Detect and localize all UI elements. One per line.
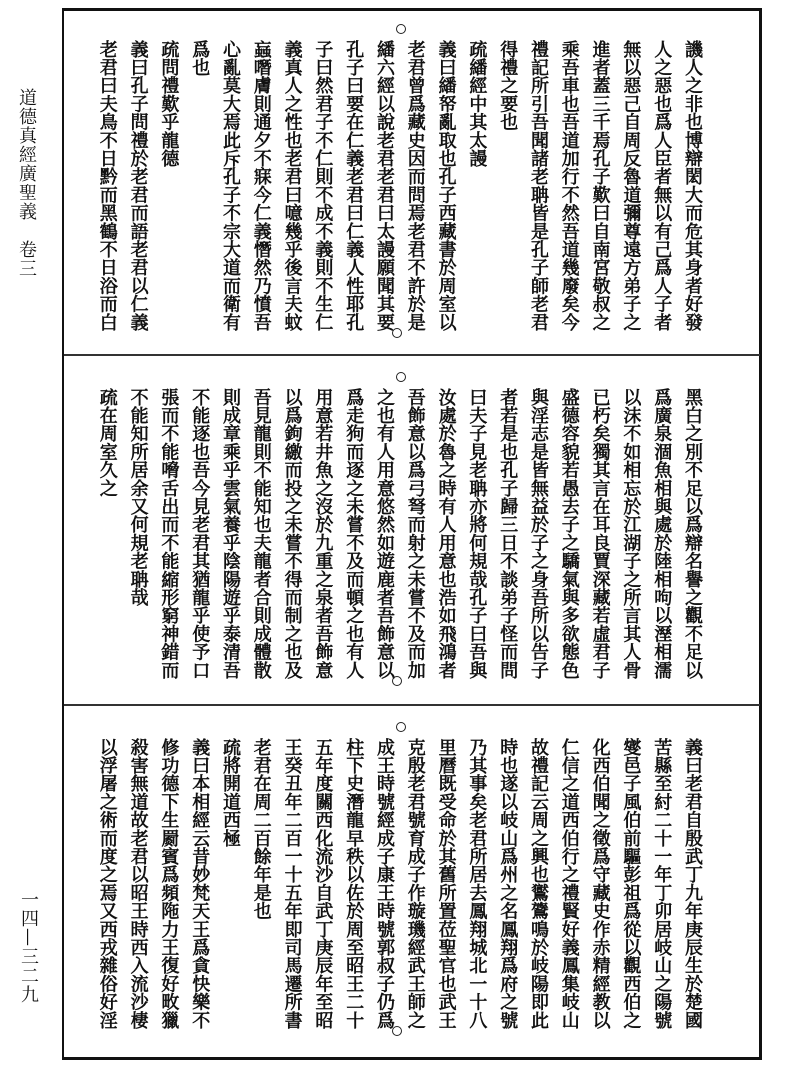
text-column: 得禮之要也 bbox=[497, 40, 519, 131]
text-column: 爲廣泉涸魚相與處於陸相呴以溼相濡 bbox=[651, 388, 673, 680]
text-column: 禮記所引吾聞諸老聃皆是孔子師老君 bbox=[528, 40, 549, 332]
text-column: 義真人之性也老君曰噫幾乎後言夫蚊 bbox=[281, 40, 303, 332]
text-column: 蝱噆膚則通夕不寐今仁義憯然乃憤吾 bbox=[250, 40, 272, 332]
text-column: 不能逐也吾今見老君其猶龍乎使予口 bbox=[189, 388, 211, 680]
text-column: 盛德容貌若愚去子之驕氣與多欲態色 bbox=[558, 388, 580, 680]
text-column: 吾見龍則不能知也夫龍者合則成體散 bbox=[250, 388, 272, 680]
text-column: 義曰老君自殷武丁九年庚辰生於楚國 bbox=[682, 738, 703, 1030]
text-column: 者若是也孔子歸三日不談弟子怪而問 bbox=[497, 388, 519, 680]
text-column: 以浮屠之術而度之焉又西戎雜俗好淫 bbox=[96, 738, 118, 1030]
commentary-heading-column: 疏問禮歎乎龍德 bbox=[158, 40, 180, 168]
circle-mark bbox=[392, 1026, 402, 1036]
text-column: 子曰然君子不仁則不成不義則不生仁 bbox=[312, 40, 334, 332]
text-column: 里曆既受命於其舊所置莅聖官也武王 bbox=[435, 738, 457, 1030]
text-column: 苦縣至紂二十一年丁卯居岐山之陽號 bbox=[651, 738, 673, 1030]
text-column: 故禮記云周之興也鸑鷟鳴於岐陽即此 bbox=[528, 738, 549, 1030]
text-column: 之也有人用意悠然如遊鹿者吾飾意以 bbox=[374, 388, 395, 680]
text-column: 老君曰夫鳥不日黔而黑鶴不日浴而白 bbox=[96, 40, 118, 332]
text-column: 義曰孔子問禮於老君而語老君以仁義 bbox=[127, 40, 149, 332]
text-column: 進者蓋三千焉孔子歎曰自南宮敬叔之 bbox=[589, 40, 611, 332]
text-column: 無以惡己自周反魯道彌尊遠方弟子之 bbox=[620, 40, 642, 332]
text-column: 以爲鉤繳而投之未嘗不得而制之也及 bbox=[281, 388, 303, 680]
text-panel-2 bbox=[64, 358, 760, 706]
text-panel-1 bbox=[64, 10, 760, 358]
circle-mark bbox=[392, 676, 402, 686]
text-column: 用意若井魚之沒於九重之泉者吾飾意 bbox=[312, 388, 334, 680]
commentary-heading-column: 疏繙經中其太謾 bbox=[466, 40, 488, 168]
text-column: 曰夫子見老聃亦將何規哉孔子曰吾與 bbox=[466, 388, 488, 680]
text-column: 義曰繙帑亂取也孔子西藏書於周室以 bbox=[435, 40, 457, 332]
text-column: 則成章乘乎雲氣養乎陰陽遊乎泰清吾 bbox=[220, 388, 241, 680]
text-column: 不能知所居余又何規老聃哉 bbox=[127, 388, 149, 607]
page-number: 一四—三二九 bbox=[18, 890, 39, 1004]
text-column: 爲走狗而逐之未嘗不及而頓之也有人 bbox=[343, 388, 365, 680]
text-column: 成王時號經成子康王時號郭叔子仍爲 bbox=[374, 738, 395, 1030]
text-column: 燮邑子風伯前驅彭祖爲從以觀西伯之 bbox=[620, 738, 642, 1030]
text-column: 殺害無道故老君以昭王時西入流沙棲 bbox=[127, 738, 149, 1030]
commentary-heading-column: 疏將開道西極 bbox=[220, 738, 241, 848]
circle-mark bbox=[396, 722, 406, 732]
text-column: 老君曾爲藏史因而問焉老君不許於是 bbox=[404, 40, 426, 332]
commentary-heading-column: 疏在周室久之 bbox=[96, 388, 118, 498]
text-column: 五年度關西化流沙自武丁庚辰年至昭 bbox=[312, 738, 334, 1030]
text-column: 已朽矣獨其言在耳良賈深藏若虛君子 bbox=[589, 388, 611, 680]
text-column: 人之惡也爲人臣者無以有己爲人子者 bbox=[651, 40, 673, 332]
text-column: 克殷老君號育成子作璇璣經武王師之 bbox=[404, 738, 426, 1030]
text-column: 心亂莫大焉此斥孔子不宗大道而衛有 bbox=[220, 40, 241, 332]
text-column: 繙六經以說老君老君曰太謾願聞其要 bbox=[374, 40, 395, 332]
text-column: 黑白之別不足以爲辯名譽之觀不足以 bbox=[682, 388, 703, 680]
circle-mark bbox=[396, 372, 406, 382]
text-column: 化西伯聞之徵爲守藏史作赤精經教以 bbox=[589, 738, 611, 1030]
circle-mark bbox=[392, 328, 402, 338]
text-column: 與淫志是皆無益於子之身吾所以告子 bbox=[528, 388, 549, 680]
text-column: 譏人之非也博辯閎大而危其身者好發 bbox=[682, 40, 703, 332]
text-column: 王癸丑年二百一十五年即司馬遷所書 bbox=[281, 738, 303, 1030]
circle-mark bbox=[396, 24, 406, 34]
text-column: 張而不能嗋舌出而不能縮形窮神錯而 bbox=[158, 388, 180, 680]
text-column: 爲也 bbox=[189, 40, 211, 77]
text-column: 乃其事矣老君所居去鳳翔城北一十八 bbox=[466, 738, 488, 1030]
text-column: 修功德下生罽賓爲頻陁力王復好畋獵 bbox=[158, 738, 180, 1030]
text-column: 以沫不如相忘於江湖子之所言其人骨 bbox=[620, 388, 642, 680]
text-column: 仁信之道西伯行之禮賢好義鳳集岐山 bbox=[558, 738, 580, 1030]
text-column: 柱下史潛龍早秩以佐於周至昭王二十 bbox=[343, 738, 365, 1030]
book-title: 道德真經廣聖義 卷三 bbox=[16, 88, 37, 278]
text-column: 乘吾車也吾道加行不然吾道幾廢矣今 bbox=[558, 40, 580, 332]
text-column: 孔子曰要在仁義老君曰仁義人性耶孔 bbox=[343, 40, 365, 332]
text-column: 時也遂以岐山爲州之名鳳翔爲府之號 bbox=[497, 738, 519, 1030]
text-column: 汝處於魯之時有人用意也浩如飛鴻者 bbox=[435, 388, 457, 680]
text-column: 老君在周二百餘年是也 bbox=[250, 738, 272, 920]
text-column: 吾飾意以爲弓弩而射之未嘗不及而加 bbox=[404, 388, 426, 680]
text-column: 義曰本相經云昔妙梵天王爲貪快樂不 bbox=[189, 738, 211, 1030]
text-panel-3 bbox=[64, 708, 760, 1056]
